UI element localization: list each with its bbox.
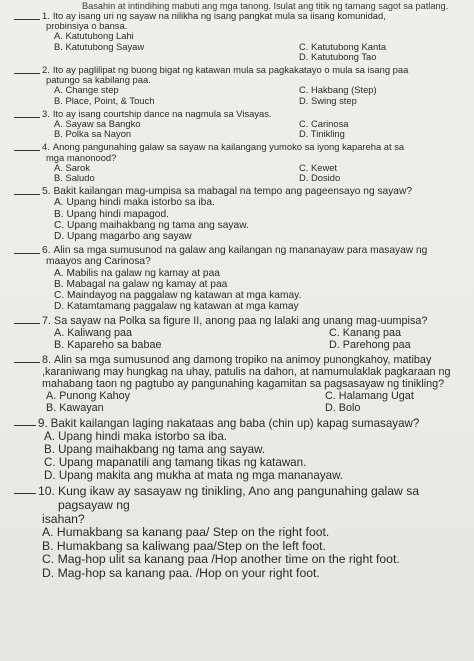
question-text: Bakit kailangan laging nakataas ang baba (chin up) kapag sumasayaw? [50, 417, 420, 431]
instructions-text: Basahin at intindihing mabuti ang mga tanong. Isulat ang titik ng tamang sagot sa patlang. [82, 1, 449, 11]
question-number: 2. [42, 64, 50, 76]
option-d: D. Tinikling [299, 128, 345, 140]
option-c: C. Upang mapanatili ang tamang tikas ng katawan. [44, 456, 307, 470]
option-c: C. Maindayog na paggalaw ng katawan at mga kamay. [54, 290, 302, 302]
option-b: B. Upang maihakbang ng tama ang sayaw. [44, 443, 266, 457]
question-text: Ito ay isang uri ng sayaw na nilikha ng isang pangkat mula sa iisang komunidad, [52, 10, 386, 21]
question-text-cont: maayos ang Carinosa? [46, 256, 151, 268]
question-6 [14, 245, 464, 312]
question-number: 1. [42, 10, 50, 21]
question-10 [14, 485, 464, 580]
option-a: A. Kaliwang paa [54, 327, 133, 340]
option-c: C. Carinosa [299, 118, 349, 130]
answer-blank[interactable] [14, 142, 40, 151]
answer-blank[interactable] [14, 109, 40, 118]
question-4 [14, 142, 464, 183]
option-a: A. Humakbang sa kanang paa/ Step on the right foot. [42, 525, 330, 540]
option-a: A. Change step [54, 84, 119, 96]
answer-blank[interactable] [14, 65, 40, 74]
option-b: B. Kawayan [46, 402, 104, 415]
question-number: 5. [42, 186, 51, 198]
option-c: C. Hakbang (Step) [299, 84, 377, 96]
question-number: 10. [38, 484, 55, 499]
answer-blank[interactable] [14, 315, 40, 324]
option-b: B. Place, Point, & Touch [54, 94, 155, 106]
option-d: D. Upang magarbo ang sayaw [54, 231, 192, 243]
question-text: Ito ay isang courtship dance na nagmula sa Visayas. [52, 107, 272, 119]
option-d: D. Mag-hop sa kanang paa. /Hop on your right foot. [42, 566, 320, 581]
option-b: B. Katutubong Sayaw [54, 40, 145, 52]
question-text-cont: isahan? [42, 511, 85, 526]
option-b: B. Kapareho sa babae [54, 339, 162, 352]
option-c: C. Katutubong Kanta [299, 40, 387, 52]
question-text-cont: ,karaniwang may hungkag na uhay, patulis na dahon, at namumulaklak pagkaraan ng [42, 366, 451, 379]
option-d: D. Dosido [299, 172, 341, 184]
question-number: 7. [42, 315, 52, 328]
question-5 [14, 186, 464, 242]
question-text: Alin sa mga sumusunod ang damong tropiko na animoy punongkahoy, matibay [54, 354, 432, 367]
question-text: Anong pangunahing galaw sa sayaw na kailangang yumoko sa iyong kapareha at sa [52, 141, 405, 153]
option-d: D. Upang makita ang mukha at mata ng mga mananayaw. [44, 469, 344, 483]
question-text: Alin sa mga sumusunod na galaw ang kailangan ng mananayaw para masayaw ng [53, 245, 428, 257]
option-a: A. Katutubong Lahi [54, 30, 134, 42]
question-number: 9. [38, 417, 48, 431]
question-text: Kung ikaw ay sasayaw ng tinikling, Ano ang pangunahing galaw sa pagsayaw ng [57, 484, 420, 513]
answer-blank[interactable] [14, 186, 40, 195]
option-a: A. Sayaw sa Bangko [54, 118, 141, 130]
question-3 [14, 109, 464, 140]
question-text-cont: probinsiya o bansa. [46, 20, 128, 32]
option-a: A. Mabilis na galaw ng kamay at paa [54, 267, 220, 279]
question-7 [14, 315, 464, 351]
option-d: D. Katutubong Tao [299, 50, 377, 62]
option-c: C. Kewet [299, 161, 338, 173]
answer-blank[interactable] [14, 485, 36, 494]
answer-blank[interactable] [14, 11, 40, 20]
option-c: C. Kanang paa [329, 327, 402, 340]
answer-blank[interactable] [14, 417, 36, 426]
option-b: B. Mabagal na galaw ng kamay at paa [54, 278, 228, 290]
option-d: D. Bolo [325, 402, 361, 415]
question-text-cont: mga manonood? [46, 151, 117, 163]
question-1 [14, 11, 464, 62]
option-b: B. Humakbang sa kaliwang paa/Step on the left foot. [42, 538, 326, 553]
option-a: A. Punong Kahoy [46, 390, 131, 403]
option-c: C. Mag-hop ulit sa kanang paa /Hop another time on the right foot. [42, 552, 400, 567]
option-b: B. Upang hindi mapagod. [54, 208, 169, 220]
answer-blank[interactable] [14, 354, 40, 363]
question-number: 4. [42, 141, 50, 153]
option-d: D. Katamtamang paggalaw ng katawan at mga kamay [54, 301, 299, 313]
option-c: C. Upang maihakbang ng tama ang sayaw. [54, 219, 249, 231]
question-2 [14, 65, 464, 106]
option-b: B. Saludo [54, 172, 95, 184]
option-a: A. Upang hindi maka istorbo sa iba. [44, 430, 228, 444]
question-number: 6. [42, 245, 51, 257]
question-text-cont: patungo sa kabilang paa. [46, 74, 151, 86]
question-8 [14, 354, 464, 414]
option-b: B. Polka sa Nayon [54, 128, 132, 140]
option-a: A. Upang hindi maka istorbo sa iba. [54, 197, 215, 209]
question-9 [14, 417, 464, 482]
question-text: Ito ay paglilipat ng buong bigat ng katawan mula sa pagkakatayo o mula sa isang paa [52, 64, 409, 76]
option-d: D. Swing step [299, 94, 357, 106]
answer-blank[interactable] [14, 245, 40, 254]
question-text: Sa sayaw na Polka sa figure II, anong paa ng lalaki ang unang mag-uumpisa? [54, 315, 428, 328]
question-number: 8. [42, 354, 52, 367]
question-text: Bakit kailangan mag-umpisa sa mabagal na tempo ang pageensayo ng sayaw? [53, 186, 412, 198]
option-d: D. Parehong paa [329, 339, 411, 352]
option-a: A. Sarok [54, 161, 90, 173]
question-text-cont: mahabang taon ng pagtubo ay pangunahing kagamitan sa pagsasayaw ng tinikling? [42, 378, 445, 391]
question-number: 3. [42, 107, 50, 119]
option-c: C. Halamang Ugat [325, 390, 414, 403]
